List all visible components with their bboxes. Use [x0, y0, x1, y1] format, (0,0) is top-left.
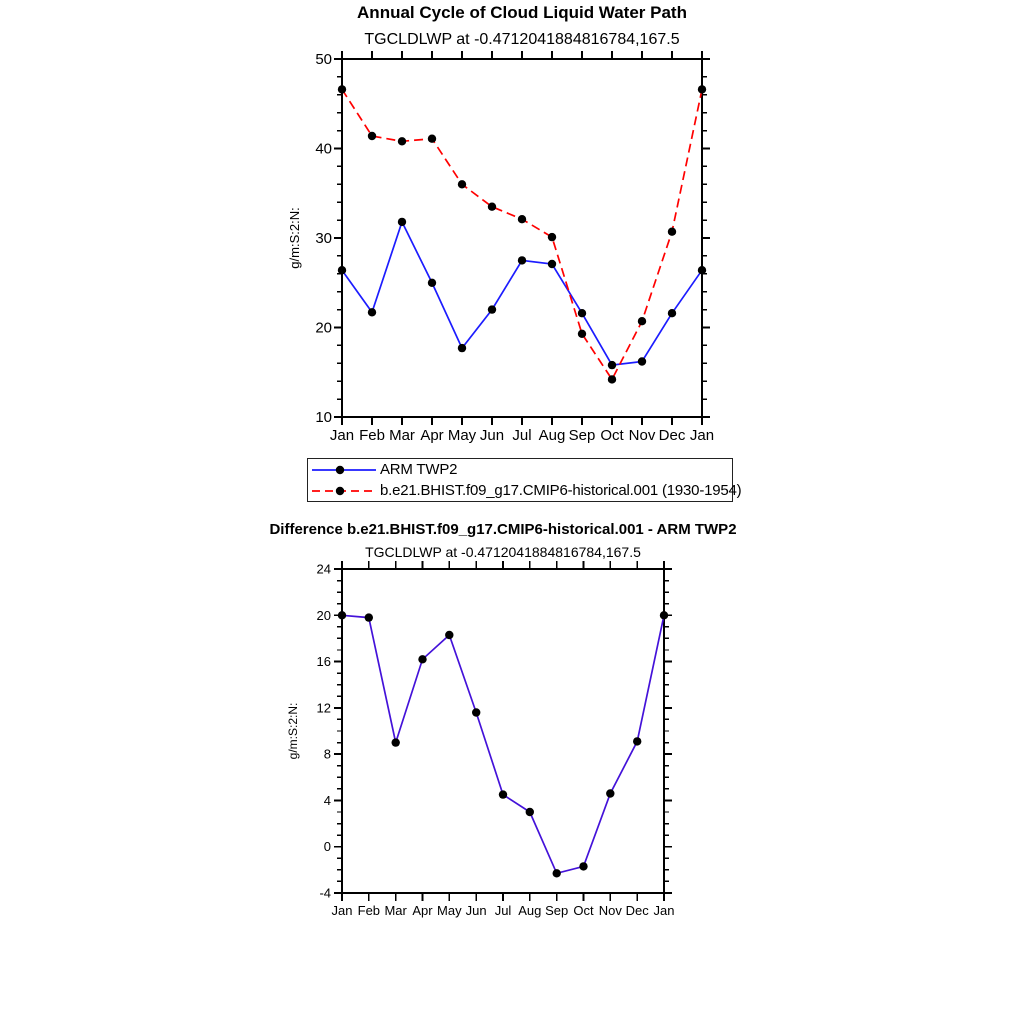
x-tick-label: Apr [412, 903, 433, 918]
x-tick-label: Nov [598, 903, 622, 918]
y-tick-label: 10 [315, 409, 332, 426]
x-tick-label: Dec [658, 427, 686, 444]
series-line-1-0 [342, 222, 702, 365]
y-axis-labels [317, 562, 331, 901]
series-markers-1-1 [338, 85, 706, 383]
chart2 [286, 561, 674, 918]
x-tick-label: Jan [329, 427, 355, 444]
data-point-marker [428, 135, 436, 143]
x-tick-label: Aug [518, 903, 542, 918]
data-point-marker [398, 137, 406, 145]
data-point-marker [518, 215, 526, 223]
legend-label-model: b.e21.BHIST.f09_g17.CMIP6-historical.001 (1930-1954) [380, 482, 742, 499]
series-line-2-0 [342, 615, 664, 873]
x-tick-label: Jul [494, 903, 512, 918]
legend-label-arm-twp2: ARM TWP2 [380, 461, 458, 478]
y-axis-ticks [334, 569, 672, 893]
data-point-marker [606, 789, 614, 797]
x-tick-label: Aug [538, 427, 566, 444]
x-tick-label: May [437, 903, 462, 918]
y-tick-label: 0 [323, 839, 331, 855]
x-tick-label: Oct [600, 427, 624, 444]
legend-sample-solid-blue-line [308, 464, 380, 476]
data-point-marker [338, 611, 346, 619]
y-tick-label: 4 [323, 792, 331, 808]
y-tick-label: 8 [323, 746, 331, 762]
data-point-marker [472, 708, 480, 716]
data-point-marker [338, 266, 346, 274]
y-tick-label: 20 [316, 607, 331, 623]
y-axis-ticks [334, 59, 710, 417]
chart1-subtitle: TGCLDLWP at -0.4712041884816784,167.5 [364, 31, 680, 48]
data-point-marker [458, 180, 466, 188]
data-point-marker [445, 631, 453, 639]
data-point-marker [668, 309, 676, 317]
y-tick-label: 20 [315, 319, 332, 337]
x-tick-label: Sep [568, 427, 596, 444]
chart2-title: Difference b.e21.BHIST.f09_g17.CMIP6-historical.001 - ARM TWP2 [269, 521, 737, 538]
legend-item-model [308, 480, 742, 501]
y-tick-label: 30 [315, 230, 332, 247]
x-tick-label: Jul [512, 427, 532, 444]
data-point-marker [698, 266, 706, 274]
y-tick-label: 24 [316, 561, 331, 577]
x-tick-label: Nov [628, 427, 656, 444]
y-tick-label: 12 [316, 700, 331, 716]
chart2-subtitle: TGCLDLWP at -0.4712041884816784,167.5 [365, 544, 641, 560]
x-tick-label: Sep [545, 903, 569, 918]
y-axis-minor-ticks [337, 581, 669, 882]
data-point-marker [668, 228, 676, 236]
data-point-marker [499, 790, 507, 798]
x-tick-label: May [447, 427, 477, 444]
x-tick-label: Jan [689, 427, 715, 444]
data-point-marker [579, 862, 587, 870]
y-axis-labels [315, 51, 332, 426]
y-axis-title: g/m:S:2:N: [286, 702, 300, 760]
y-tick-label: 40 [315, 140, 332, 158]
y-axis-title: g/m:S:2:N: [287, 207, 302, 269]
chart1 [287, 51, 714, 444]
x-tick-label: Jun [479, 427, 505, 444]
x-tick-label: Jan [653, 903, 675, 918]
data-point-marker [526, 808, 534, 816]
legend-sample-dashed-red-line [308, 485, 380, 497]
x-tick-label: Apr [420, 427, 444, 444]
data-point-marker [338, 85, 346, 93]
data-point-marker [398, 218, 406, 226]
x-tick-label: Mar [384, 903, 407, 918]
x-tick-label: Feb [357, 903, 381, 918]
legend-marker-dot [336, 465, 344, 473]
data-point-marker [638, 317, 646, 325]
y-tick-label: 16 [316, 654, 331, 670]
series-markers-2-0 [338, 611, 668, 877]
legend-marker-dot [336, 486, 344, 494]
x-axis-labels [332, 903, 675, 918]
data-point-marker [638, 357, 646, 365]
data-point-marker [548, 260, 556, 268]
data-point-marker [518, 256, 526, 264]
legend-box [307, 458, 742, 502]
data-point-marker [578, 330, 586, 338]
data-point-marker [365, 613, 373, 621]
legend-item-arm-twp2 [308, 459, 732, 480]
x-tick-label: Mar [389, 427, 415, 444]
data-point-marker [418, 655, 426, 663]
data-point-marker [608, 375, 616, 383]
data-point-marker [392, 738, 400, 746]
data-point-marker [578, 309, 586, 317]
x-axis-labels [330, 427, 714, 444]
data-point-marker [698, 85, 706, 93]
x-tick-label: Oct [573, 903, 594, 918]
data-point-marker [428, 279, 436, 287]
x-tick-label: Dec [625, 903, 649, 918]
data-point-marker [488, 203, 496, 211]
x-tick-label: Feb [359, 427, 385, 444]
data-point-marker [368, 308, 376, 316]
data-point-marker [368, 132, 376, 140]
data-point-marker [548, 233, 556, 241]
data-point-marker [608, 361, 616, 369]
data-point-marker [553, 869, 561, 877]
data-point-marker [488, 305, 496, 313]
y-axis-minor-ticks [337, 77, 707, 399]
x-axis-ticks [342, 561, 664, 901]
series-line-1-1 [342, 89, 702, 379]
data-point-marker [660, 611, 668, 619]
x-tick-label: Jun [465, 903, 487, 918]
x-tick-label: Jan [331, 903, 353, 918]
data-point-marker [458, 344, 466, 352]
plot-frame [342, 569, 664, 893]
chart1-title: Annual Cycle of Cloud Liquid Water Path [357, 3, 687, 22]
data-point-marker [633, 737, 641, 745]
y-tick-label: 50 [315, 51, 332, 68]
y-tick-label: -4 [319, 885, 331, 901]
